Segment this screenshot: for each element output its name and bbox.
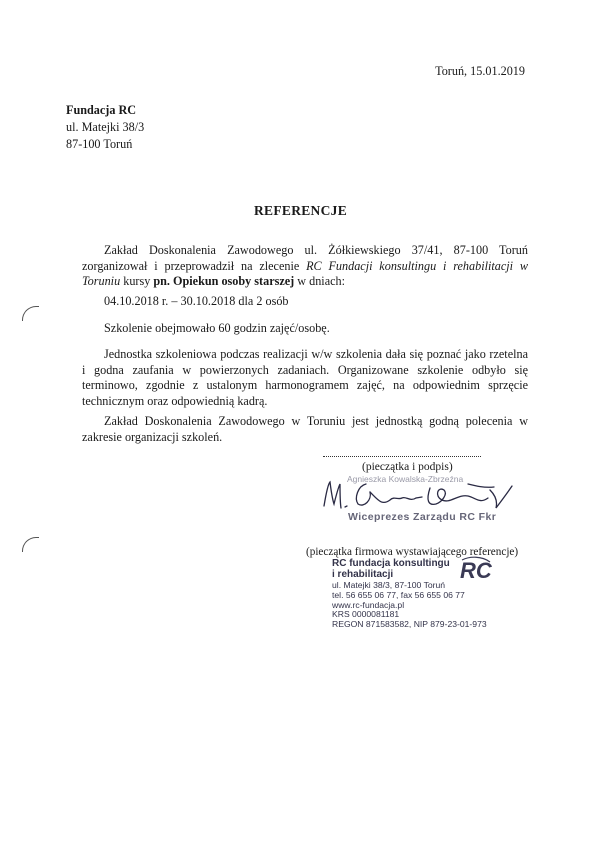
- company-stamp-line4: tel. 56 655 06 77, fax 56 655 06 77: [332, 589, 465, 600]
- course-hours: Szkolenie obejmowało 60 godzin zajęć/osobę.: [104, 321, 330, 335]
- company-stamp-line6: KRS 0000081181: [332, 609, 400, 620]
- intro-text-c: w dniach:: [294, 274, 345, 289]
- paragraph-evaluation: Jednostka szkoleniowa podczas realizacji w/w szkolenia dała się poznać jako rzetelna i godna zaufania w powierzonych zadaniach. Organizowane szkolenie odbyło się terminowo, zgodnie z ustalonym harmonogramem zajęć, na odpowiednim sprzęcie technicznym oraz odpowiednią kadrą.: [82, 347, 528, 408]
- intro-text-b: kursy: [120, 274, 154, 289]
- intro-text-a: Zakład Doskonalenia Zawodowego ul. Żółkiewskiego 37/41, 87-100 Toruń zorganizował i przeprowadził na zlecenie: [82, 243, 528, 273]
- intro-client-name: RC Fundacji konsultingu i rehabilitacji w Toruniu: [82, 258, 528, 289]
- rc-logo-icon: [458, 556, 492, 582]
- svg-text:RC: RC: [460, 558, 492, 582]
- company-stamp-line7: REGON 871583582, NIP 879-23-01-973: [332, 619, 487, 630]
- signature-dotted-line: [323, 456, 481, 457]
- intro-course-name: pn. Opiekun osoby starszej: [153, 274, 295, 289]
- binder-mark-bottom: [22, 537, 39, 552]
- paragraph-recommendation: Zakład Doskonalenia Zawodowego w Toruniu jest jednostką godną polecenia w zakresie organizacji szkoleń.: [82, 414, 528, 444]
- company-stamp-line3: ul. Matejki 38/3, 87-100 Toruń: [332, 580, 446, 590]
- course-dates: 04.10.2018 r. – 30.10.2018 dla 2 osób: [104, 294, 289, 308]
- sender-street: ul. Matejki 38/3: [66, 120, 145, 134]
- company-stamp-line2: i rehabilitacji: [332, 569, 394, 580]
- signature-stamp-name: Agnieszka Kowalska-Zbrzeźna: [347, 474, 464, 484]
- paragraph-intro: [82, 243, 528, 290]
- signature-caption: (pieczątka i podpis): [362, 461, 453, 473]
- sender-name: Fundacja RC: [66, 103, 137, 117]
- handwritten-signature: [318, 476, 518, 516]
- document-title: REFERENCJE: [253, 203, 347, 218]
- company-stamp-line5: www.rc-fundacja.pl: [332, 599, 405, 610]
- binder-mark-top: [22, 306, 39, 321]
- letter-date: Toruń, 15.01.2019: [435, 64, 525, 78]
- company-stamp-line1: RC fundacja konsultingu: [332, 558, 450, 569]
- sender-city: 87-100 Toruń: [66, 137, 133, 151]
- company-stamp-caption: (pieczątka firmowa wystawiającego referencje): [306, 546, 519, 558]
- signature-stamp-role: Wiceprezes Zarządu RC Fkr: [348, 511, 497, 523]
- sender-block: [66, 102, 144, 153]
